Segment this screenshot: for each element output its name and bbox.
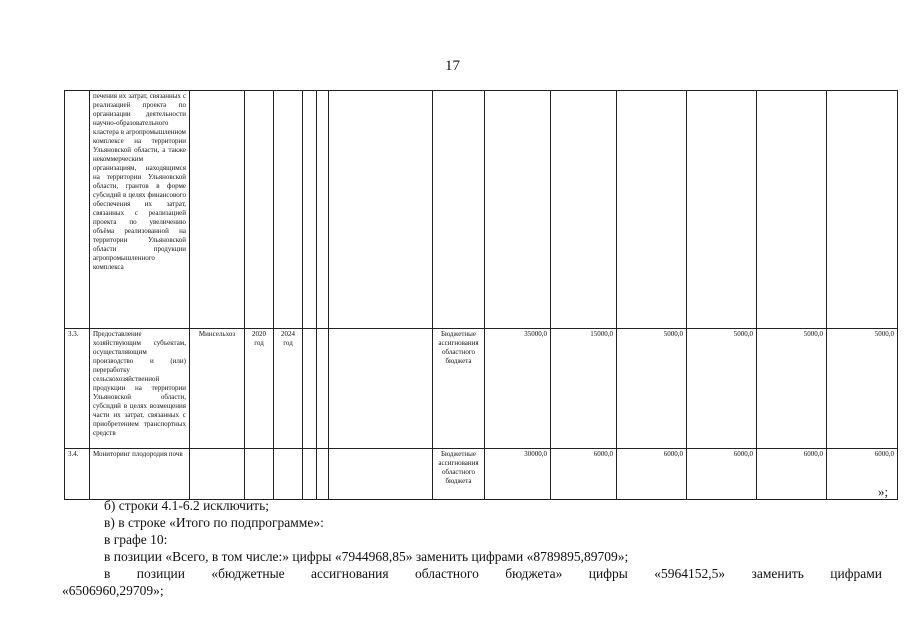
empty-cell <box>303 329 317 449</box>
row-value: 15000,0 <box>551 329 617 449</box>
row-value: 5000,0 <box>617 329 687 449</box>
row-value <box>617 91 687 329</box>
row-value: 6000,0 <box>551 449 617 500</box>
empty-cell <box>329 449 433 500</box>
row-value-total: 35000,0 <box>485 329 551 449</box>
row-value-total <box>485 91 551 329</box>
empty-cell <box>329 91 433 329</box>
row-value <box>757 91 827 329</box>
page-number: 17 <box>445 58 460 74</box>
empty-cell <box>303 449 317 500</box>
row-year-end: 2024 год <box>274 329 303 449</box>
amendment-text <box>62 497 882 599</box>
empty-cell <box>329 329 433 449</box>
row-source: Бюджетные ассигнования областного бюджета <box>433 449 485 500</box>
row-value: 5000,0 <box>757 329 827 449</box>
row-value: 6000,0 <box>757 449 827 500</box>
row-value <box>827 91 898 329</box>
paragraph: в позиции «Всего, в том числе:» цифры «7944968,85» заменить цифрами «8789895,89709»; <box>104 549 629 564</box>
row-description: печения их затрат, связанных с реализацией проекта по организации деятельности научно-образовательного кластера в агропромышленном комплексе на территории Ульяновской области, а также некоммерческим организациям, находящимся на территории Ульяновской области, грантов в форме субсидий в целях финансового обеспечения их затрат, связанных с реализацией проекта по увеличению объёма реализованной на территории Ульяновской области продукции агропромышленного комплекса <box>90 91 190 329</box>
row-source: Бюджетные ассигнования областного бюджета <box>433 329 485 449</box>
row-year-start <box>245 91 274 329</box>
row-value: 6000,0 <box>827 449 898 500</box>
row-value-total: 30000,0 <box>485 449 551 500</box>
paragraph: б) строки 4.1-6.2 исключить; <box>104 498 269 513</box>
table-row <box>65 449 898 500</box>
row-value: 5000,0 <box>687 329 757 449</box>
paragraph: в позиции «бюджетные ассигнования областного бюджета» цифры «5964152,5» заменить цифрами <box>104 566 882 581</box>
empty-cell <box>317 449 329 500</box>
row-value <box>687 91 757 329</box>
paragraph: в графе 10: <box>104 532 168 547</box>
row-executor <box>190 449 245 500</box>
row-number <box>65 91 90 329</box>
row-year-start <box>245 449 274 500</box>
paragraph: «6506960,29709»; <box>62 583 164 598</box>
row-value: 6000,0 <box>617 449 687 500</box>
row-number: 3.3. <box>65 329 90 449</box>
paragraph: в) в строке «Итого по подпрограмме»: <box>104 515 324 530</box>
row-year-start: 2020 год <box>245 329 274 449</box>
row-value: 5000,0 <box>827 329 898 449</box>
table-row <box>65 329 898 449</box>
row-year-end <box>274 91 303 329</box>
empty-cell <box>317 329 329 449</box>
row-value: 6000,0 <box>687 449 757 500</box>
row-year-end <box>274 449 303 500</box>
empty-cell <box>303 91 317 329</box>
row-number: 3.4. <box>65 449 90 500</box>
empty-cell <box>317 91 329 329</box>
table-row <box>65 91 898 329</box>
closing-quote: »; <box>878 484 889 499</box>
row-source <box>433 91 485 329</box>
row-executor <box>190 91 245 329</box>
row-description: Мониторинг плодородия почв <box>90 449 190 500</box>
program-table <box>64 90 898 500</box>
row-value <box>551 91 617 329</box>
row-description: Предоставление хозяйствующим субъектам, осуществляющим производство и (или) переработку сельскохозяйственной продукции на территории Ульяновской области, субсидий в целях возмещения части их затрат, связанных с приобретением транспортных средств <box>90 329 190 449</box>
row-executor: Минсельхоз <box>190 329 245 449</box>
